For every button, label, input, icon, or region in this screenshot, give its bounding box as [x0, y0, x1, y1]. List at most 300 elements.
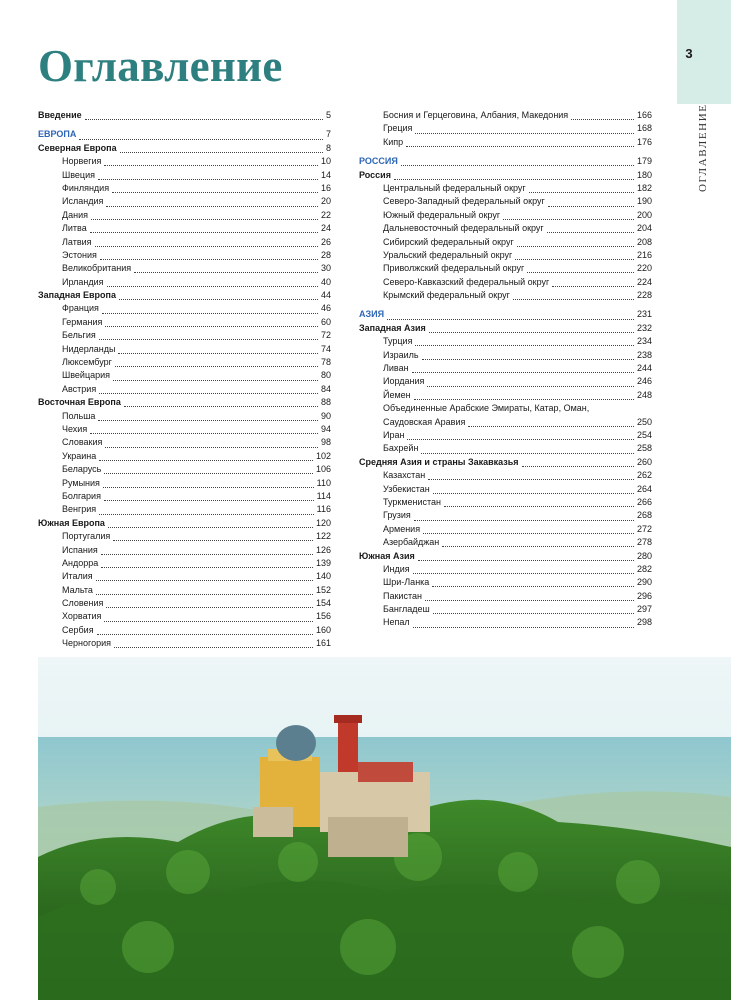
- toc-leader-dots: [552, 276, 634, 287]
- toc-leader-dots: [548, 196, 634, 207]
- toc-entry[interactable]: [359, 469, 652, 482]
- toc-entry-label: Бельгия: [62, 330, 96, 341]
- toc-entry-label: Шри-Ланка: [383, 577, 430, 588]
- castle-photo: [38, 657, 731, 1000]
- toc-entry-page: 246: [636, 376, 652, 387]
- toc-entry-label: Непал: [383, 617, 410, 628]
- toc-leader-dots: [433, 483, 634, 494]
- toc-entry[interactable]: [359, 136, 652, 149]
- toc-entry-page: 110: [316, 477, 331, 488]
- toc-entry[interactable]: [38, 236, 331, 249]
- toc-entry-label: Словакия: [62, 437, 103, 448]
- toc-entry-label: Бангладеш: [383, 604, 430, 615]
- toc-entry[interactable]: [38, 544, 331, 557]
- toc-entry-label: Латвия: [62, 236, 92, 247]
- toc-entry[interactable]: [38, 356, 331, 369]
- toc-entry-label: Уральский федеральный округ: [383, 249, 513, 260]
- toc-entry[interactable]: [359, 335, 652, 348]
- toc-leader-dots: [101, 557, 313, 568]
- toc-entry-page: 80: [320, 370, 331, 381]
- toc-entry-label: Ирландия: [62, 276, 104, 287]
- toc-leader-dots: [394, 169, 634, 180]
- toc-entry-page: 114: [316, 490, 331, 501]
- toc-entry-label: Кипр: [383, 136, 404, 147]
- toc-entry[interactable]: [359, 262, 652, 275]
- toc-entry[interactable]: [359, 169, 652, 182]
- toc-entry-label: Северо-Кавказский федеральный округ: [383, 276, 550, 287]
- toc-entry-label: Сербия: [62, 624, 94, 635]
- toc-entry-page: 268: [636, 510, 652, 521]
- toc-entry-page: 161: [315, 638, 331, 649]
- toc-leader-dots: [91, 209, 318, 220]
- toc-entry-label: Йемен: [383, 389, 411, 400]
- toc-entry[interactable]: [359, 550, 652, 563]
- toc-entry[interactable]: [359, 536, 652, 549]
- toc-entry-label: Узбекистан: [383, 483, 430, 494]
- toc-leader-dots: [104, 490, 314, 501]
- toc-entry-label: Бахрейн: [383, 443, 419, 454]
- toc-leader-dots: [99, 504, 313, 515]
- toc-leader-dots: [529, 182, 634, 193]
- toc-entry-page: 254: [636, 429, 652, 440]
- toc-entry[interactable]: [359, 349, 652, 362]
- toc-entry-page: 30: [320, 263, 331, 274]
- toc-leader-dots: [527, 262, 634, 273]
- toc-entry[interactable]: [38, 155, 331, 168]
- toc-entry-page: 14: [320, 169, 331, 180]
- toc-entry-page: 266: [636, 496, 652, 507]
- toc-entry-label: Россия: [359, 169, 391, 180]
- toc-entry[interactable]: [38, 195, 331, 208]
- toc-entry[interactable]: [38, 584, 331, 597]
- toc-leader-dots: [97, 624, 313, 635]
- toc-leader-dots: [104, 611, 313, 622]
- toc-entry-label: АЗИЯ: [359, 309, 385, 320]
- toc-entry-page: 44: [320, 290, 331, 301]
- toc-entry-page: 122: [315, 531, 331, 542]
- toc-entry[interactable]: [38, 610, 331, 623]
- toc-entry-prefix: [359, 402, 652, 415]
- toc-entry[interactable]: [359, 362, 652, 375]
- toc-entry-label: Румыния: [62, 477, 100, 488]
- toc-leader-dots: [421, 443, 634, 454]
- toc-entry-label: Словения: [62, 598, 104, 609]
- toc-entry-page: 258: [636, 443, 652, 454]
- toc-leader-dots: [105, 437, 318, 448]
- toc-entry[interactable]: [359, 109, 652, 122]
- toc-entry-page: 166: [636, 110, 652, 120]
- toc-leader-dots: [119, 289, 318, 300]
- toc-entry-page: 90: [320, 410, 331, 421]
- toc-entry[interactable]: [359, 523, 652, 536]
- toc-entry[interactable]: [38, 142, 331, 155]
- toc-leader-dots: [115, 356, 318, 367]
- toc-entry[interactable]: [38, 249, 331, 262]
- toc-entry[interactable]: [359, 603, 652, 616]
- toc-entry[interactable]: [38, 182, 331, 195]
- toc-entry-page: 282: [636, 563, 652, 574]
- toc-entry-page: 298: [636, 617, 652, 628]
- toc-entry-label: Западная Европа: [38, 290, 116, 301]
- toc-entry[interactable]: [38, 490, 331, 503]
- toc-entry-page: 88: [320, 397, 331, 408]
- toc-entry-label: Южный федеральный округ: [383, 209, 501, 220]
- toc-leader-dots: [96, 570, 313, 581]
- toc-entry-label: Южная Азия: [359, 550, 415, 561]
- toc-leader-dots: [104, 463, 313, 474]
- toc-entry-page: 179: [636, 156, 652, 167]
- toc-leader-dots: [134, 262, 318, 273]
- toc-entry-page: 94: [320, 423, 331, 434]
- toc-entry-label: Грузия: [383, 510, 411, 521]
- toc-entry[interactable]: [38, 343, 331, 356]
- toc-entry-label: Иордания: [383, 376, 425, 387]
- toc-entry-label: Приволжский федеральный округ: [383, 263, 525, 274]
- toc-entry[interactable]: [359, 509, 652, 522]
- toc-entry-label: Восточная Европа: [38, 397, 121, 408]
- toc-column-left: [38, 109, 331, 651]
- toc-entry-label: Чехия: [62, 423, 88, 434]
- toc-entry-label: Люксембург: [62, 357, 112, 368]
- toc-entry-page: 168: [636, 123, 652, 134]
- toc-leader-dots: [517, 236, 634, 247]
- toc-entry-label: Норвегия: [62, 156, 102, 167]
- page-title: Оглавление: [38, 41, 283, 91]
- toc-entry[interactable]: [38, 503, 331, 516]
- toc-entry-page: 278: [636, 537, 652, 548]
- toc-leader-dots: [422, 349, 634, 360]
- toc-leader-dots: [406, 136, 634, 147]
- toc-leader-dots: [100, 249, 318, 260]
- toc-entry-page: 139: [315, 557, 331, 568]
- toc-entry[interactable]: [38, 530, 331, 543]
- toc-entry-label: Украина: [62, 450, 97, 461]
- toc-entry-page: 182: [636, 182, 652, 193]
- toc-entry-page: 160: [315, 624, 331, 635]
- toc-entry[interactable]: [359, 222, 652, 235]
- toc-leader-dots: [433, 603, 634, 614]
- toc-entry[interactable]: [359, 122, 652, 135]
- toc-leader-dots: [96, 584, 313, 595]
- toc-entry-label: Центральный федеральный округ: [383, 182, 526, 193]
- toc-entry[interactable]: [359, 389, 652, 402]
- toc-leader-dots: [444, 496, 634, 507]
- toc-entry[interactable]: [359, 442, 652, 455]
- toc-entry[interactable]: [359, 182, 652, 195]
- toc-entry-page: 176: [636, 136, 652, 147]
- toc-leader-dots: [124, 396, 318, 407]
- toc-leader-dots: [415, 123, 634, 134]
- toc-entry-page: 72: [320, 330, 331, 341]
- toc-entry-page: 152: [315, 584, 331, 595]
- toc-entry-page: 204: [636, 223, 652, 234]
- toc-leader-dots: [401, 155, 634, 166]
- toc-entry-page: 40: [320, 276, 331, 287]
- toc-entry-page: 22: [320, 209, 331, 220]
- toc-entry-label: Португалия: [62, 531, 111, 542]
- toc-leader-dots: [407, 429, 634, 440]
- toc-leader-dots: [113, 530, 313, 541]
- toc-entry-label: Азербайджан: [383, 537, 440, 548]
- toc-entry-page: 140: [315, 571, 331, 582]
- toc-entry[interactable]: [38, 383, 331, 396]
- toc-entry-page: 28: [320, 249, 331, 260]
- toc-entry-page: 84: [320, 383, 331, 394]
- toc-entry-label: Сибирский федеральный округ: [383, 236, 514, 247]
- toc-entry-page: 297: [636, 604, 652, 615]
- toc-entry[interactable]: [359, 322, 652, 335]
- toc-entry-label: Италия: [62, 571, 93, 582]
- toc-entry-label: Беларусь: [62, 464, 102, 475]
- toc-entry-page: 20: [320, 196, 331, 207]
- toc-leader-dots: [414, 510, 634, 521]
- toc-entry-page: 272: [636, 523, 652, 534]
- toc-entry[interactable]: [359, 576, 652, 589]
- toc-entry-label: Франция: [62, 303, 99, 314]
- toc-entry[interactable]: [359, 308, 652, 321]
- toc-entry-page: 280: [636, 550, 652, 561]
- toc-leader-dots: [503, 209, 634, 220]
- toc-entry-page: 60: [320, 316, 331, 327]
- toc-entry-page: 208: [636, 236, 652, 247]
- toc-leader-dots: [102, 303, 318, 314]
- toc-leader-dots: [432, 576, 634, 587]
- toc-entry[interactable]: [38, 169, 331, 182]
- toc-leader-dots: [106, 196, 318, 207]
- toc-entry-page: 102: [315, 450, 331, 461]
- toc-entry[interactable]: [38, 329, 331, 342]
- toc-leader-dots: [468, 416, 634, 427]
- section-side-label: ОГЛАВЛЕНИЕ: [697, 103, 709, 192]
- toc-leader-dots: [118, 343, 318, 354]
- toc-entry[interactable]: [38, 222, 331, 235]
- toc-entry-page: 126: [315, 544, 331, 555]
- toc-leader-dots: [114, 637, 313, 648]
- toc-entry-page: 290: [636, 577, 652, 588]
- toc-leader-dots: [99, 383, 318, 394]
- toc-leader-dots: [99, 450, 313, 461]
- toc-entry[interactable]: [38, 423, 331, 436]
- toc-entry-page: 200: [636, 209, 652, 220]
- toc-leader-dots: [547, 222, 634, 233]
- toc-entry[interactable]: [359, 249, 652, 262]
- toc-entry[interactable]: [359, 236, 652, 249]
- toc-entry-label: Индия: [383, 563, 410, 574]
- toc-entry-page: 10: [320, 156, 331, 167]
- toc-entry[interactable]: [359, 375, 652, 388]
- toc-leader-dots: [429, 322, 634, 333]
- toc-entry-page: 106: [315, 464, 331, 475]
- toc-leader-dots: [98, 410, 318, 421]
- toc-leader-dots: [415, 335, 634, 346]
- toc-entry-page: 120: [315, 517, 331, 528]
- toc-entry[interactable]: [359, 496, 652, 509]
- toc-entry-label: РОССИЯ: [359, 156, 398, 167]
- toc-entry[interactable]: [38, 436, 331, 449]
- toc-leader-dots: [442, 536, 634, 547]
- toc-entry-label: Западная Азия: [359, 322, 426, 333]
- toc-leader-dots: [120, 142, 323, 153]
- toc-entry-label: Нидерланды: [62, 343, 116, 354]
- toc-entry[interactable]: [38, 109, 331, 122]
- toc-entry[interactable]: [359, 209, 652, 222]
- toc-entry-label: Швейцария: [62, 370, 111, 381]
- toc-entry-page: 24: [320, 223, 331, 234]
- toc-leader-dots: [414, 389, 634, 400]
- toc-entry-page: 248: [636, 389, 652, 400]
- toc-entry[interactable]: [38, 276, 331, 289]
- toc-entry-label: Австрия: [62, 383, 97, 394]
- toc-leader-dots: [108, 517, 313, 528]
- toc-leader-dots: [98, 169, 318, 180]
- toc-entry[interactable]: [359, 429, 652, 442]
- toc-entry-page: 238: [636, 349, 652, 360]
- toc-entry-label: Хорватия: [62, 611, 102, 622]
- toc-entry[interactable]: [38, 369, 331, 382]
- toc-entry-label: Болгария: [62, 490, 101, 501]
- toc-entry-label: Венгрия: [62, 504, 97, 515]
- toc-entry-label: Иран: [383, 429, 405, 440]
- toc-entry-page: 154: [315, 598, 331, 609]
- toc-entry[interactable]: [38, 316, 331, 329]
- toc-entry-page: 231: [636, 309, 652, 320]
- toc-entry-page: 232: [636, 322, 652, 333]
- toc-entry-label: Дания: [62, 209, 88, 220]
- toc-entry-label: Испания: [62, 544, 98, 555]
- toc-entry-label: Северная Европа: [38, 142, 117, 153]
- toc-column-right: [359, 109, 652, 630]
- toc-entry-label: Германия: [62, 316, 103, 327]
- toc-leader-dots: [427, 376, 634, 387]
- toc-entry-page: 46: [320, 303, 331, 314]
- toc-entry-page: 7: [325, 129, 331, 140]
- toc-entry-label: Израиль: [383, 349, 419, 360]
- toc-entry-label: Босния и Герцеговина, Албания, Македония: [383, 110, 569, 120]
- toc-leader-dots: [428, 469, 634, 480]
- toc-entry-page: 264: [636, 483, 652, 494]
- toc-leader-dots: [104, 155, 318, 166]
- toc-entry[interactable]: [38, 570, 331, 583]
- toc-leader-dots: [103, 477, 314, 488]
- toc-entry-label: Турция: [383, 336, 413, 347]
- toc-entry-label: Литва: [62, 223, 87, 234]
- toc-entry[interactable]: [38, 289, 331, 302]
- toc-entry[interactable]: [359, 416, 652, 429]
- toc-leader-dots: [95, 236, 318, 247]
- toc-entry-label: Дальневосточный федеральный округ: [383, 223, 544, 234]
- toc-leader-dots: [413, 617, 634, 628]
- toc-entry-label: Финляндия: [62, 182, 110, 193]
- toc-entry-page: 74: [320, 343, 331, 354]
- toc-entry[interactable]: [359, 289, 652, 302]
- toc-leader-dots: [413, 563, 634, 574]
- toc-entry[interactable]: [359, 456, 652, 469]
- toc-entry[interactable]: [38, 128, 331, 141]
- toc-entry[interactable]: [38, 410, 331, 423]
- toc-entry[interactable]: [38, 262, 331, 275]
- toc-entry-page: 116: [316, 504, 331, 515]
- toc-entry-label: Исландия: [62, 196, 104, 207]
- toc-entry-page: 250: [636, 416, 652, 427]
- toc-entry[interactable]: [38, 597, 331, 610]
- toc-entry-label: Польша: [62, 410, 96, 421]
- toc-entry-page: 296: [636, 590, 652, 601]
- toc-entry[interactable]: [38, 209, 331, 222]
- toc-leader-dots: [105, 316, 318, 327]
- toc-entry-page: 224: [636, 276, 652, 287]
- toc-entry[interactable]: [359, 276, 652, 289]
- toc-leader-dots: [107, 276, 318, 287]
- toc-entry-label: Ливан: [383, 363, 409, 374]
- toc-entry-label: ЕВРОПА: [38, 129, 77, 140]
- toc-entry-label: Андорра: [62, 557, 99, 568]
- toc-entry-page: 16: [320, 182, 331, 193]
- toc-entry[interactable]: [38, 477, 331, 490]
- toc-leader-dots: [425, 590, 634, 601]
- toc-entry-label: Южная Европа: [38, 517, 105, 528]
- toc-entry[interactable]: [38, 637, 331, 650]
- toc-leader-dots: [106, 597, 313, 608]
- toc-leader-dots: [412, 362, 634, 373]
- toc-leader-dots: [513, 289, 634, 300]
- toc-entry-label: Черногория: [62, 638, 111, 649]
- toc-leader-dots: [423, 523, 634, 534]
- toc-entry-label: Пакистан: [383, 590, 422, 601]
- toc-entry-label: Крымский федеральный округ: [383, 290, 510, 301]
- toc-entry[interactable]: [359, 195, 652, 208]
- toc-entry-label: Средняя Азия и страны Закавказья: [359, 456, 519, 467]
- toc-leader-dots: [101, 544, 313, 555]
- toc-entry[interactable]: [38, 517, 331, 530]
- toc-entry-page: 98: [320, 437, 331, 448]
- toc-entry-label: Мальта: [62, 584, 93, 595]
- toc-leader-dots: [112, 182, 318, 193]
- toc-entry[interactable]: [38, 624, 331, 637]
- toc-entry-page: 78: [320, 357, 331, 368]
- toc-entry-label: Туркменистан: [383, 496, 442, 507]
- toc-entry[interactable]: [359, 483, 652, 496]
- toc-entry-label: Казахстан: [383, 470, 426, 481]
- toc-entry[interactable]: [38, 463, 331, 476]
- toc-entry[interactable]: [359, 590, 652, 603]
- toc-entry-label: Эстония: [62, 249, 97, 260]
- toc-entry-label: Введение: [38, 110, 82, 120]
- toc-entry[interactable]: [38, 396, 331, 409]
- toc-leader-dots: [85, 109, 323, 120]
- toc-entry-page: 220: [636, 263, 652, 274]
- toc-entry-page: 234: [636, 336, 652, 347]
- toc-entry-label: Швеция: [62, 169, 95, 180]
- toc-entry-page: 156: [315, 611, 331, 622]
- toc-entry-page: 216: [636, 249, 652, 260]
- toc-entry-label: Греция: [383, 123, 413, 134]
- toc-entry[interactable]: [38, 450, 331, 463]
- toc-entry[interactable]: [38, 557, 331, 570]
- toc-leader-dots: [418, 550, 634, 561]
- toc-leader-dots: [522, 456, 634, 467]
- page-number: 3: [685, 46, 693, 61]
- toc-entry-page: 180: [636, 169, 652, 180]
- toc-entry[interactable]: [359, 563, 652, 576]
- toc-leader-dots: [79, 129, 323, 140]
- toc-leader-dots: [571, 109, 634, 120]
- toc-entry[interactable]: [359, 616, 652, 629]
- toc-entry[interactable]: [38, 302, 331, 315]
- toc-entry[interactable]: [359, 155, 652, 168]
- toc-entry-page: 228: [636, 290, 652, 301]
- toc-leader-dots: [387, 309, 634, 320]
- toc-entry-label: Саудовская Аравия: [383, 416, 466, 427]
